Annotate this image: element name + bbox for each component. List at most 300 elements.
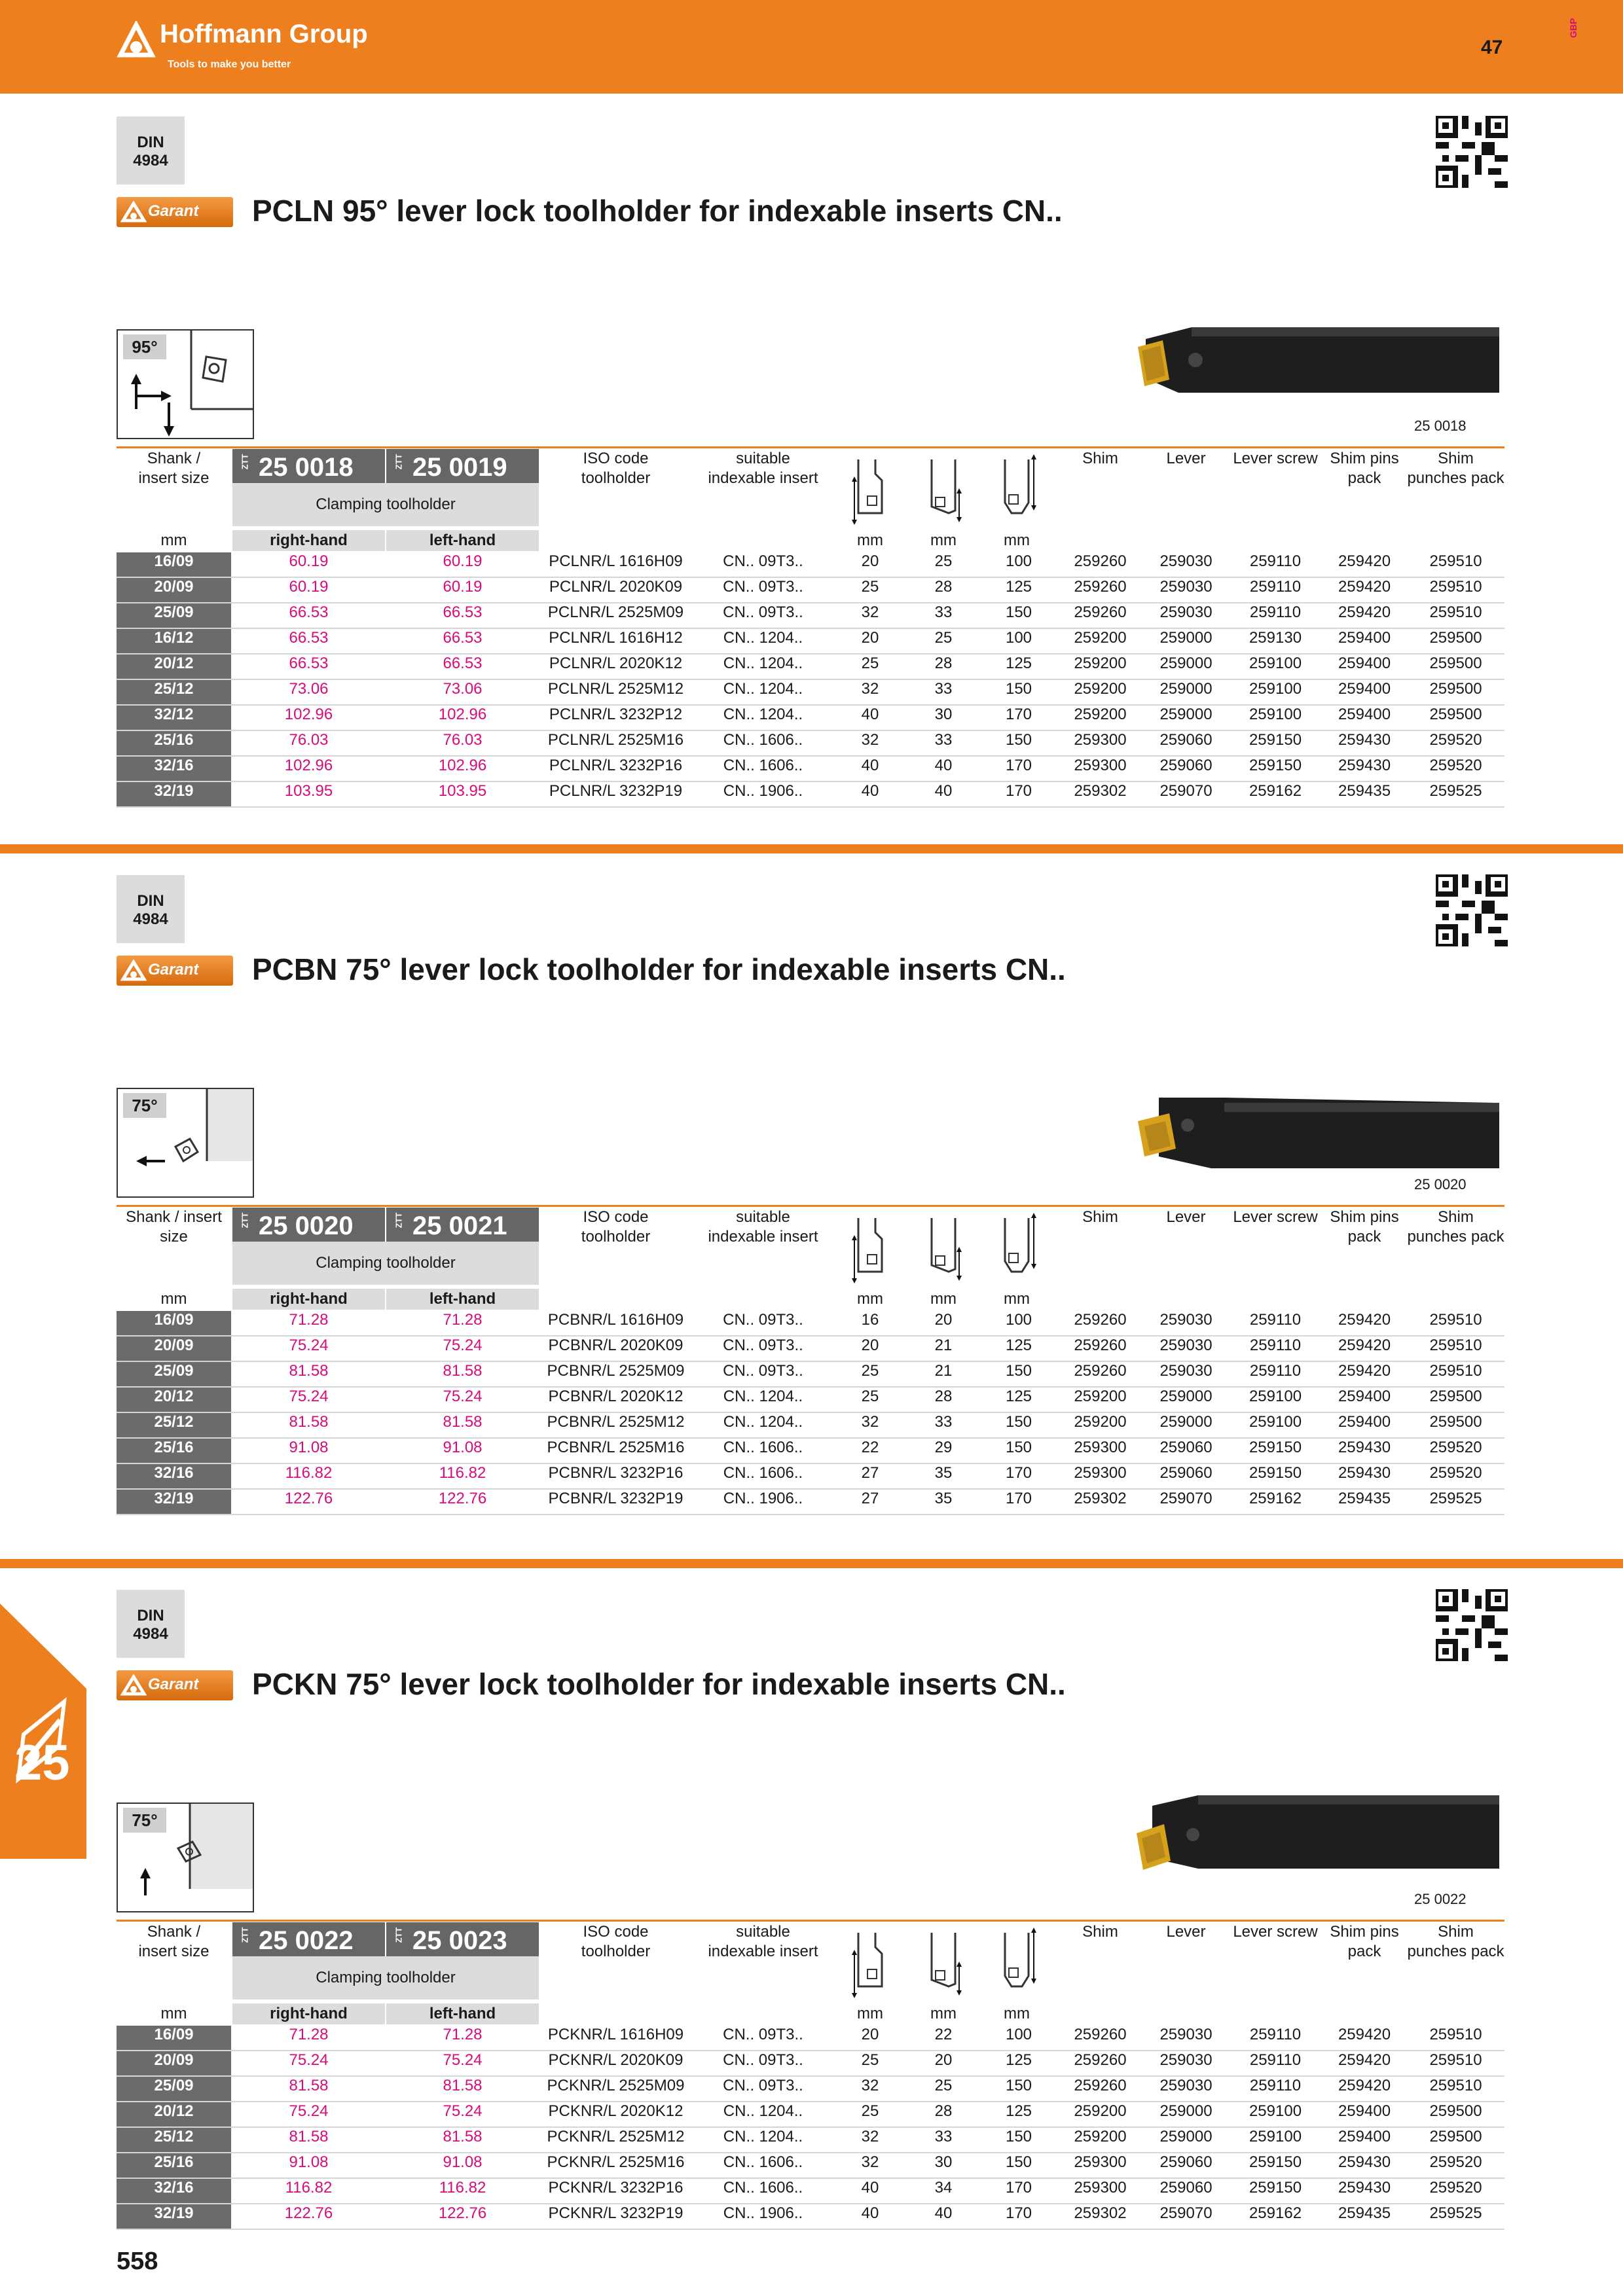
article-number-right[interactable]: ZTT 25 0020 bbox=[232, 1208, 385, 1242]
dim-l: 170 bbox=[1005, 2204, 1032, 2222]
price-left-hand: 122.76 bbox=[438, 2204, 487, 2222]
price-left-hand: 60.19 bbox=[443, 578, 483, 596]
shank-size: 32/16 bbox=[117, 1464, 231, 1488]
dim-l: 150 bbox=[1005, 1439, 1032, 1456]
unit-label: mm bbox=[930, 2005, 957, 2022]
price-left-hand: 103.95 bbox=[438, 782, 487, 800]
lever-number: 259030 bbox=[1159, 603, 1213, 621]
shank-size: 25/12 bbox=[117, 1413, 231, 1437]
table-row[interactable] bbox=[117, 2153, 1504, 2179]
price-right-hand: 71.28 bbox=[289, 2026, 329, 2043]
shim-punches-number: 259500 bbox=[1429, 1413, 1482, 1431]
article-number-left[interactable]: ZTT 25 0023 bbox=[386, 1922, 539, 1956]
shim-punches-number: 259520 bbox=[1429, 2153, 1482, 2171]
insert-type: CN.. 1906.. bbox=[723, 782, 803, 800]
garant-logo-icon bbox=[120, 960, 147, 982]
unit-label: mm bbox=[160, 1290, 187, 1308]
shim-number: 259300 bbox=[1074, 1464, 1127, 1482]
shim-pins-number: 259420 bbox=[1338, 1362, 1391, 1380]
iso-code: PCBNR/L 2020K12 bbox=[548, 1388, 684, 1405]
col-header-shim-pins: Shim pins pack bbox=[1330, 1923, 1399, 1960]
dim-l: 100 bbox=[1005, 552, 1032, 570]
table-row[interactable] bbox=[117, 1413, 1504, 1439]
qr-code-icon[interactable] bbox=[1436, 116, 1508, 188]
lever-screw-number: 259110 bbox=[1249, 2051, 1302, 2069]
shim-number: 259300 bbox=[1074, 731, 1127, 749]
insert-type: CN.. 09T3.. bbox=[723, 1362, 803, 1380]
iso-code: PCLNR/L 2525M12 bbox=[547, 680, 684, 698]
dim-l: 150 bbox=[1005, 680, 1032, 698]
shim-pins-number: 259420 bbox=[1338, 2026, 1391, 2043]
table-row[interactable] bbox=[117, 2128, 1504, 2153]
col-header-insert: suitable indexable insert bbox=[708, 1208, 818, 1246]
shim-number: 259260 bbox=[1074, 578, 1127, 596]
table-row[interactable] bbox=[117, 578, 1504, 603]
lever-number: 259000 bbox=[1159, 2128, 1213, 2145]
table-row[interactable] bbox=[117, 680, 1504, 706]
shim-punches-number: 259500 bbox=[1429, 680, 1482, 698]
dim-b: 33 bbox=[934, 2128, 953, 2145]
table-row[interactable] bbox=[117, 1490, 1504, 1515]
table-row[interactable] bbox=[117, 1464, 1504, 1490]
shim-punches-number: 259525 bbox=[1429, 2204, 1482, 2222]
price-left-hand: 91.08 bbox=[443, 2153, 483, 2171]
dim-h: 40 bbox=[861, 782, 879, 800]
col-header-lever-screw: Lever screw bbox=[1233, 1208, 1318, 1226]
qr-code-icon[interactable] bbox=[1436, 1589, 1508, 1661]
col-header-shim-punches: Shim punches pack bbox=[1407, 1208, 1504, 1246]
dim-l: 150 bbox=[1005, 1362, 1032, 1380]
unit-label: mm bbox=[857, 1290, 883, 1308]
col-header-lever-screw: Lever screw bbox=[1233, 1923, 1318, 1941]
dim-h: 25 bbox=[861, 578, 879, 596]
brand-name: Hoffmann Group bbox=[160, 20, 368, 48]
col-header-insert: suitable indexable insert bbox=[708, 450, 818, 487]
lever-screw-number: 259100 bbox=[1249, 680, 1302, 698]
length-dimension-icon bbox=[996, 1213, 1038, 1285]
col-header-lever: Lever bbox=[1166, 1208, 1206, 1226]
shim-pins-number: 259400 bbox=[1338, 655, 1391, 672]
lever-screw-number: 259100 bbox=[1249, 2102, 1302, 2120]
shank-size: 20/12 bbox=[117, 2102, 231, 2126]
approach-angle-label: 95° bbox=[123, 334, 166, 359]
dim-l: 170 bbox=[1005, 706, 1032, 723]
lever-screw-number: 259100 bbox=[1249, 1413, 1302, 1431]
insert-type: CN.. 1204.. bbox=[723, 1388, 803, 1405]
dim-h: 20 bbox=[861, 2026, 879, 2043]
shim-punches-number: 259520 bbox=[1429, 1439, 1482, 1456]
dim-l: 150 bbox=[1005, 1413, 1032, 1431]
shim-pins-number: 259420 bbox=[1338, 578, 1391, 596]
shim-number: 259200 bbox=[1074, 2102, 1127, 2120]
din-badge: DIN 4984 bbox=[117, 1590, 185, 1658]
iso-code: PCBNR/L 1616H09 bbox=[547, 1311, 684, 1329]
price-right-hand: 66.53 bbox=[289, 603, 329, 621]
insert-type: CN.. 1606.. bbox=[723, 2153, 803, 2171]
table-top-rule bbox=[117, 1920, 1504, 1922]
article-number-right[interactable]: ZTT 25 0022 bbox=[232, 1922, 385, 1956]
shank-size: 25/09 bbox=[117, 2077, 231, 2101]
shank-size: 25/16 bbox=[117, 2153, 231, 2178]
dim-l: 100 bbox=[1005, 2026, 1032, 2043]
approach-angle-label: 75° bbox=[123, 1808, 166, 1833]
unit-label: mm bbox=[1004, 531, 1030, 549]
shim-punches-number: 259500 bbox=[1429, 1388, 1482, 1405]
shim-pins-number: 259430 bbox=[1338, 2179, 1391, 2197]
qr-code-icon[interactable] bbox=[1436, 874, 1508, 946]
price-left-hand: 66.53 bbox=[443, 629, 483, 647]
dim-b: 40 bbox=[934, 782, 953, 800]
shim-number: 259260 bbox=[1074, 2077, 1127, 2094]
dim-b: 21 bbox=[934, 1362, 953, 1380]
price-left-hand: 76.03 bbox=[443, 731, 483, 749]
lever-screw-number: 259110 bbox=[1249, 603, 1302, 621]
shim-number: 259260 bbox=[1074, 2051, 1127, 2069]
approach-angle-figure bbox=[117, 1088, 254, 1198]
price-right-hand: 76.03 bbox=[289, 731, 329, 749]
insert-type: CN.. 1204.. bbox=[723, 1413, 803, 1431]
table-row[interactable] bbox=[117, 782, 1504, 808]
col-header-shank: Shank / insert size bbox=[138, 450, 210, 487]
iso-code: PCKNR/L 3232P19 bbox=[548, 2204, 684, 2222]
dim-b: 28 bbox=[934, 578, 953, 596]
din-badge: DIN 4984 bbox=[117, 117, 185, 185]
section-title: PCKN 75° lever lock toolholder for indexable inserts CN.. bbox=[252, 1667, 1066, 1701]
iso-code: PCBNR/L 2525M09 bbox=[547, 1362, 685, 1380]
lever-screw-number: 259110 bbox=[1249, 1362, 1302, 1380]
iso-code: PCLNR/L 3232P12 bbox=[549, 706, 683, 723]
table-row[interactable] bbox=[117, 629, 1504, 655]
page-number-top: 47 bbox=[1481, 37, 1503, 58]
article-number-right[interactable]: ZTT 25 0018 bbox=[232, 449, 385, 483]
dim-h: 32 bbox=[861, 603, 879, 621]
iso-code: PCBNR/L 3232P16 bbox=[548, 1464, 684, 1482]
insert-type: CN.. 1204.. bbox=[723, 629, 803, 647]
shank-width-dimension-icon bbox=[922, 454, 964, 526]
dim-h: 27 bbox=[861, 1464, 879, 1482]
toolholder-image bbox=[1133, 319, 1506, 411]
table-row[interactable] bbox=[117, 552, 1504, 578]
price-left-hand: 71.28 bbox=[443, 1311, 483, 1329]
shank-size: 16/09 bbox=[117, 2026, 231, 2050]
shim-number: 259200 bbox=[1074, 680, 1127, 698]
shim-number: 259200 bbox=[1074, 2128, 1127, 2145]
image-article-number: 25 0022 bbox=[1414, 1891, 1467, 1907]
dim-b: 20 bbox=[934, 1311, 953, 1329]
dim-h: 25 bbox=[861, 2102, 879, 2120]
iso-code: PCKNR/L 2525M09 bbox=[547, 2077, 685, 2094]
shim-pins-number: 259420 bbox=[1338, 2077, 1391, 2094]
table-row[interactable] bbox=[117, 1311, 1504, 1336]
table-top-rule bbox=[117, 1205, 1504, 1207]
iso-code: PCKNR/L 2020K09 bbox=[548, 2051, 684, 2069]
iso-code: PCLNR/L 1616H09 bbox=[549, 552, 683, 570]
insert-type: CN.. 09T3.. bbox=[723, 1336, 803, 1354]
col-header-shank: Shank / insert size bbox=[126, 1208, 222, 1246]
dim-l: 125 bbox=[1005, 1388, 1032, 1405]
dim-h: 32 bbox=[861, 680, 879, 698]
iso-code: PCKNR/L 2525M16 bbox=[547, 2153, 685, 2171]
price-left-hand: 91.08 bbox=[443, 1439, 483, 1456]
iso-code: PCLNR/L 1616H12 bbox=[549, 629, 683, 647]
image-article-number: 25 0020 bbox=[1414, 1176, 1467, 1193]
lever-number: 259030 bbox=[1159, 2026, 1213, 2043]
table-row[interactable] bbox=[117, 2204, 1504, 2230]
shim-punches-number: 259500 bbox=[1429, 655, 1482, 672]
table-row[interactable] bbox=[117, 655, 1504, 680]
height-dimension-icon bbox=[849, 1213, 891, 1285]
shank-size: 32/19 bbox=[117, 2204, 231, 2229]
shim-number: 259302 bbox=[1074, 782, 1127, 800]
shim-number: 259200 bbox=[1074, 1388, 1127, 1405]
dim-h: 40 bbox=[861, 706, 879, 723]
shim-number: 259260 bbox=[1074, 552, 1127, 570]
unit-label: mm bbox=[857, 2005, 883, 2022]
language-code: GBP bbox=[1568, 18, 1578, 38]
insert-type: CN.. 09T3.. bbox=[723, 2051, 803, 2069]
article-number-left[interactable]: ZTT 25 0021 bbox=[386, 1208, 539, 1242]
price-left-hand: 71.28 bbox=[443, 2026, 483, 2043]
lever-screw-number: 259100 bbox=[1249, 1388, 1302, 1405]
price-right-hand: 66.53 bbox=[289, 655, 329, 672]
table-row[interactable] bbox=[117, 1336, 1504, 1362]
price-right-hand: 60.19 bbox=[289, 552, 329, 570]
section-separator bbox=[0, 844, 1623, 853]
table-row[interactable] bbox=[117, 1439, 1504, 1464]
col-header-iso: ISO code toolholder bbox=[581, 1923, 651, 1960]
table-row[interactable] bbox=[117, 2102, 1504, 2128]
shim-pins-number: 259400 bbox=[1338, 1388, 1391, 1405]
iso-code: PCKNR/L 1616H09 bbox=[547, 2026, 684, 2043]
col-header-iso: ISO code toolholder bbox=[581, 1208, 651, 1246]
dim-h: 40 bbox=[861, 2204, 879, 2222]
insert-type: CN.. 09T3.. bbox=[723, 2077, 803, 2094]
lever-screw-number: 259100 bbox=[1249, 706, 1302, 723]
table-row[interactable] bbox=[117, 2077, 1504, 2102]
article-number-left[interactable]: ZTT 25 0019 bbox=[386, 449, 539, 483]
lever-screw-number: 259110 bbox=[1249, 1336, 1302, 1354]
section-title: PCBN 75° lever lock toolholder for indexable inserts CN.. bbox=[252, 952, 1066, 986]
table-row[interactable] bbox=[117, 757, 1504, 782]
dim-b: 33 bbox=[934, 1413, 953, 1431]
price-right-hand: 122.76 bbox=[284, 2204, 333, 2222]
dim-b: 33 bbox=[934, 603, 953, 621]
section-separator bbox=[0, 1559, 1623, 1568]
shim-number: 259200 bbox=[1074, 655, 1127, 672]
clamping-toolholder-label: Clamping toolholder bbox=[232, 483, 539, 526]
garant-logo: Garant bbox=[117, 1670, 233, 1700]
col-header-lever: Lever bbox=[1166, 450, 1206, 467]
price-left-hand: 75.24 bbox=[443, 1388, 483, 1405]
col-header-shim: Shim bbox=[1082, 1923, 1118, 1941]
dim-b: 35 bbox=[934, 1490, 953, 1507]
price-right-hand: 71.28 bbox=[289, 1311, 329, 1329]
shim-punches-number: 259510 bbox=[1429, 1336, 1482, 1354]
lever-number: 259000 bbox=[1159, 1388, 1213, 1405]
insert-type: CN.. 1606.. bbox=[723, 757, 803, 774]
iso-code: PCBNR/L 2020K09 bbox=[548, 1336, 684, 1354]
table-row[interactable] bbox=[117, 2179, 1504, 2204]
price-left-hand: 116.82 bbox=[439, 1464, 486, 1482]
table-row[interactable] bbox=[117, 603, 1504, 629]
iso-code: PCLNR/L 2525M09 bbox=[547, 603, 684, 621]
iso-code: PCKNR/L 3232P16 bbox=[548, 2179, 684, 2197]
iso-code: PCLNR/L 2020K12 bbox=[549, 655, 683, 672]
shank-size: 32/16 bbox=[117, 2179, 231, 2203]
lever-number: 259030 bbox=[1159, 578, 1213, 596]
shim-punches-number: 259510 bbox=[1429, 1362, 1482, 1380]
price-left-hand: 81.58 bbox=[443, 1362, 483, 1380]
shank-size: 16/09 bbox=[117, 552, 231, 577]
price-right-hand: 66.53 bbox=[289, 629, 329, 647]
shim-pins-number: 259430 bbox=[1338, 731, 1391, 749]
shim-number: 259302 bbox=[1074, 1490, 1127, 1507]
product-section bbox=[0, 94, 1623, 814]
unit-label: mm bbox=[930, 1290, 957, 1308]
shank-size: 25/12 bbox=[117, 2128, 231, 2152]
garant-logo-icon bbox=[120, 1674, 147, 1696]
product-section bbox=[0, 852, 1623, 1572]
price-left-hand: 122.76 bbox=[438, 1490, 487, 1507]
dim-l: 170 bbox=[1005, 782, 1032, 800]
dim-h: 27 bbox=[861, 1490, 879, 1507]
height-dimension-icon bbox=[849, 1928, 891, 2000]
shim-number: 259200 bbox=[1074, 1413, 1127, 1431]
lever-number: 259000 bbox=[1159, 680, 1213, 698]
price-left-hand: 116.82 bbox=[439, 2179, 486, 2197]
garant-logo-icon bbox=[120, 201, 147, 223]
col-header-shim-punches: Shim punches pack bbox=[1407, 1923, 1504, 1960]
shim-pins-number: 259430 bbox=[1338, 1439, 1391, 1456]
price-left-hand: 60.19 bbox=[443, 552, 483, 570]
shim-punches-number: 259510 bbox=[1429, 578, 1482, 596]
unit-label: mm bbox=[930, 531, 957, 549]
lever-number: 259000 bbox=[1159, 706, 1213, 723]
shank-size: 25/16 bbox=[117, 731, 231, 755]
shim-pins-number: 259420 bbox=[1338, 1311, 1391, 1329]
lever-number: 259000 bbox=[1159, 655, 1213, 672]
lever-screw-number: 259110 bbox=[1249, 578, 1302, 596]
dim-b: 34 bbox=[934, 2179, 953, 2197]
price-right-hand: 81.58 bbox=[289, 2128, 329, 2145]
dim-l: 150 bbox=[1005, 731, 1032, 749]
shim-punches-number: 259500 bbox=[1429, 2128, 1482, 2145]
shim-pins-number: 259400 bbox=[1338, 680, 1391, 698]
insert-type: CN.. 1204.. bbox=[723, 2102, 803, 2120]
shim-pins-number: 259400 bbox=[1338, 629, 1391, 647]
col-header-shank: Shank / insert size bbox=[138, 1923, 210, 1960]
iso-code: PCLNR/L 3232P16 bbox=[549, 757, 683, 774]
shim-punches-number: 259500 bbox=[1429, 706, 1482, 723]
left-hand-label: left-hand bbox=[386, 530, 539, 551]
price-right-hand: 91.08 bbox=[289, 2153, 329, 2171]
approach-angle-figure bbox=[117, 1803, 254, 1912]
dim-b: 29 bbox=[934, 1439, 953, 1456]
insert-type: CN.. 09T3.. bbox=[723, 1311, 803, 1329]
shim-punches-number: 259520 bbox=[1429, 2179, 1482, 2197]
hoffmann-logo[interactable] bbox=[117, 18, 392, 77]
shim-pins-number: 259420 bbox=[1338, 1336, 1391, 1354]
shim-number: 259260 bbox=[1074, 1311, 1127, 1329]
dim-h: 32 bbox=[861, 2128, 879, 2145]
approach-angle-figure bbox=[117, 329, 254, 439]
table-row[interactable] bbox=[117, 1362, 1504, 1388]
dim-h: 40 bbox=[861, 757, 879, 774]
lever-number: 259000 bbox=[1159, 1413, 1213, 1431]
page-number-bottom: 558 bbox=[117, 2248, 158, 2275]
price-left-hand: 81.58 bbox=[443, 2077, 483, 2094]
insert-type: CN.. 1606.. bbox=[723, 2179, 803, 2197]
lever-number: 259060 bbox=[1159, 1464, 1213, 1482]
shim-number: 259300 bbox=[1074, 2179, 1127, 2197]
dim-h: 16 bbox=[861, 1311, 879, 1329]
lever-number: 259070 bbox=[1159, 782, 1213, 800]
dim-b: 25 bbox=[934, 629, 953, 647]
lever-screw-number: 259130 bbox=[1249, 629, 1302, 647]
lever-number: 259030 bbox=[1159, 552, 1213, 570]
shank-size: 25/12 bbox=[117, 680, 231, 704]
shank-size: 20/09 bbox=[117, 1336, 231, 1361]
insert-type: CN.. 1606.. bbox=[723, 1464, 803, 1482]
shank-width-dimension-icon bbox=[922, 1213, 964, 1285]
table-row[interactable] bbox=[117, 2026, 1504, 2051]
insert-type: CN.. 1906.. bbox=[723, 2204, 803, 2222]
dim-l: 125 bbox=[1005, 2102, 1032, 2120]
insert-type: CN.. 09T3.. bbox=[723, 2026, 803, 2043]
table-row[interactable] bbox=[117, 1388, 1504, 1413]
table-row[interactable] bbox=[117, 2051, 1504, 2077]
iso-code: PCBNR/L 3232P19 bbox=[548, 1490, 684, 1507]
shim-pins-number: 259420 bbox=[1338, 552, 1391, 570]
chapter-tab[interactable] bbox=[0, 1604, 86, 1859]
shim-punches-number: 259520 bbox=[1429, 757, 1482, 774]
garant-logo: Garant bbox=[117, 197, 233, 227]
shim-punches-number: 259500 bbox=[1429, 2102, 1482, 2120]
left-hand-label: left-hand bbox=[386, 1289, 539, 1310]
lever-number: 259060 bbox=[1159, 2179, 1213, 2197]
dim-b: 40 bbox=[934, 757, 953, 774]
insert-type: CN.. 09T3.. bbox=[723, 578, 803, 596]
table-row[interactable] bbox=[117, 731, 1504, 757]
price-right-hand: 81.58 bbox=[289, 1362, 329, 1380]
col-header-shim: Shim bbox=[1082, 450, 1118, 467]
shank-size: 32/19 bbox=[117, 782, 231, 806]
price-right-hand: 102.96 bbox=[284, 757, 333, 774]
approach-angle-label: 75° bbox=[123, 1093, 166, 1118]
dim-h: 25 bbox=[861, 2051, 879, 2069]
shank-size: 25/09 bbox=[117, 1362, 231, 1386]
lever-number: 259070 bbox=[1159, 1490, 1213, 1507]
dim-b: 40 bbox=[934, 2204, 953, 2222]
shank-size: 16/09 bbox=[117, 1311, 231, 1335]
shim-pins-number: 259430 bbox=[1338, 757, 1391, 774]
unit-label: mm bbox=[160, 531, 187, 549]
price-right-hand: 81.58 bbox=[289, 1413, 329, 1431]
dim-h: 22 bbox=[861, 1439, 879, 1456]
iso-code: PCKNR/L 2020K12 bbox=[548, 2102, 684, 2120]
lever-screw-number: 259100 bbox=[1249, 2128, 1302, 2145]
iso-code: PCLNR/L 3232P19 bbox=[549, 782, 683, 800]
lever-number: 259030 bbox=[1159, 2051, 1213, 2069]
shank-size: 32/19 bbox=[117, 1490, 231, 1514]
shank-size: 32/12 bbox=[117, 706, 231, 730]
col-header-shim: Shim bbox=[1082, 1208, 1118, 1226]
dim-l: 150 bbox=[1005, 2077, 1032, 2094]
table-row[interactable] bbox=[117, 706, 1504, 731]
shim-punches-number: 259520 bbox=[1429, 1464, 1482, 1482]
din-badge: DIN 4984 bbox=[117, 875, 185, 943]
right-hand-label: right-hand bbox=[232, 1289, 385, 1310]
